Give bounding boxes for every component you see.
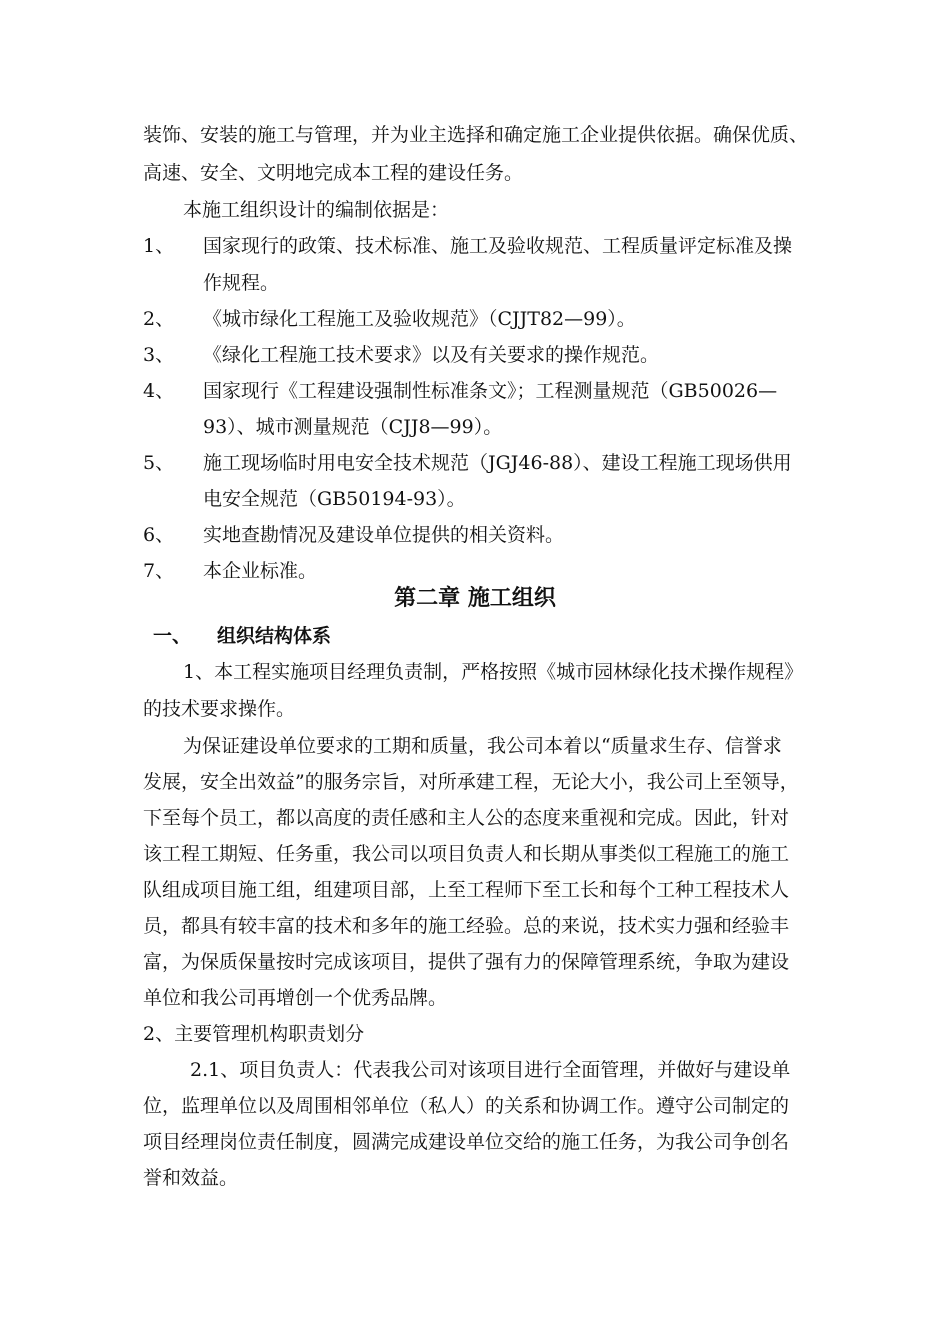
list-item-number: 6、 bbox=[143, 524, 175, 546]
list-item-text: 《绿化工程施工技术要求》以及有关要求的操作规范。 bbox=[203, 344, 660, 366]
paragraph-line: 1、本工程实施项目经理负责制，严格按照《城市园林绿化技术操作规程》 bbox=[183, 661, 804, 683]
paragraph-line: 2.1、项目负责人：代表我公司对该项目进行全面管理，并做好与建设单 bbox=[190, 1059, 791, 1081]
list-item-number: 4、 bbox=[143, 380, 175, 402]
paragraph-line: 队组成项目施工组，组建项目部，上至工程师下至工长和每个工种工程技术人 bbox=[143, 879, 790, 901]
list-item-number: 5、 bbox=[143, 452, 175, 474]
list-item-text: 施工现场临时用电安全技术规范（JGJ46-88）、建设工程施工现场供用 bbox=[203, 452, 792, 474]
list-item-number: 1、 bbox=[143, 235, 175, 257]
list-item-number: 7、 bbox=[143, 560, 175, 582]
paragraph-line: 项目经理岗位责任制度，圆满完成建设单位交给的施工任务，为我公司争创名 bbox=[143, 1131, 790, 1153]
paragraph-line: 为保证建设单位要求的工期和质量，我公司本着以“质量求生存、信誉求 bbox=[183, 735, 782, 757]
paragraph-line: 该工程工期短、任务重，我公司以项目负责人和长期从事类似工程施工的施工 bbox=[143, 843, 790, 865]
paragraph-line: 下至每个员工，都以高度的责任感和主人公的态度来重视和完成。因此，针对 bbox=[143, 807, 790, 829]
basis-heading: 本施工组织设计的编制依据是： bbox=[183, 199, 450, 221]
intro-line-2: 高速、安全、文明地完成本工程的建设任务。 bbox=[143, 162, 524, 184]
list-item-continuation: 作规程。 bbox=[203, 272, 280, 294]
subheading-line: 2、主要管理机构职责划分 bbox=[143, 1023, 365, 1045]
list-item-text: 《城市绿化工程施工及验收规范》（CJJT82—99）。 bbox=[203, 308, 636, 330]
intro-line-1: 装饰、安装的施工与管理，并为业主选择和确定施工企业提供依据。确保优质、 bbox=[143, 124, 809, 146]
paragraph-line: 誉和效益。 bbox=[143, 1167, 239, 1189]
paragraph-line: 员，都具有较丰富的技术和多年的施工经验。总的来说，技术实力强和经验丰 bbox=[143, 915, 790, 937]
list-item-text: 实地查勘情况及建设单位提供的相关资料。 bbox=[203, 524, 565, 546]
section-number: 一、 bbox=[153, 625, 192, 647]
chapter-title: 第二章 施工组织 bbox=[394, 586, 556, 611]
paragraph-line: 单位和我公司再增创一个优秀品牌。 bbox=[143, 987, 448, 1009]
list-item-number: 3、 bbox=[143, 344, 175, 366]
paragraph-line: 位，监理单位以及周围相邻单位（私人）的关系和协调工作。遵守公司制定的 bbox=[143, 1095, 790, 1117]
list-item-continuation: 电安全规范（GB50194-93）。 bbox=[203, 488, 466, 510]
paragraph-line: 富，为保质保量按时完成该项目，提供了强有力的保障管理系统，争取为建设 bbox=[143, 951, 790, 973]
section-title: 组织结构体系 bbox=[217, 625, 332, 647]
list-item-continuation: 93）、城市测量规范（CJJ8—99）。 bbox=[203, 416, 503, 438]
paragraph-line: 的技术要求操作。 bbox=[143, 698, 296, 720]
list-item-text: 本企业标准。 bbox=[203, 560, 318, 582]
section-heading bbox=[153, 623, 331, 649]
list-item-text: 国家现行《工程建设强制性标准条文》；工程测量规范（GB50026— bbox=[203, 380, 778, 402]
list-item-number: 2、 bbox=[143, 308, 175, 330]
paragraph-line: 发展，安全出效益”的服务宗旨，对所承建工程，无论大小，我公司上至领导， bbox=[143, 771, 799, 793]
list-item-text: 国家现行的政策、技术标准、施工及验收规范、工程质量评定标准及操 bbox=[203, 235, 793, 257]
